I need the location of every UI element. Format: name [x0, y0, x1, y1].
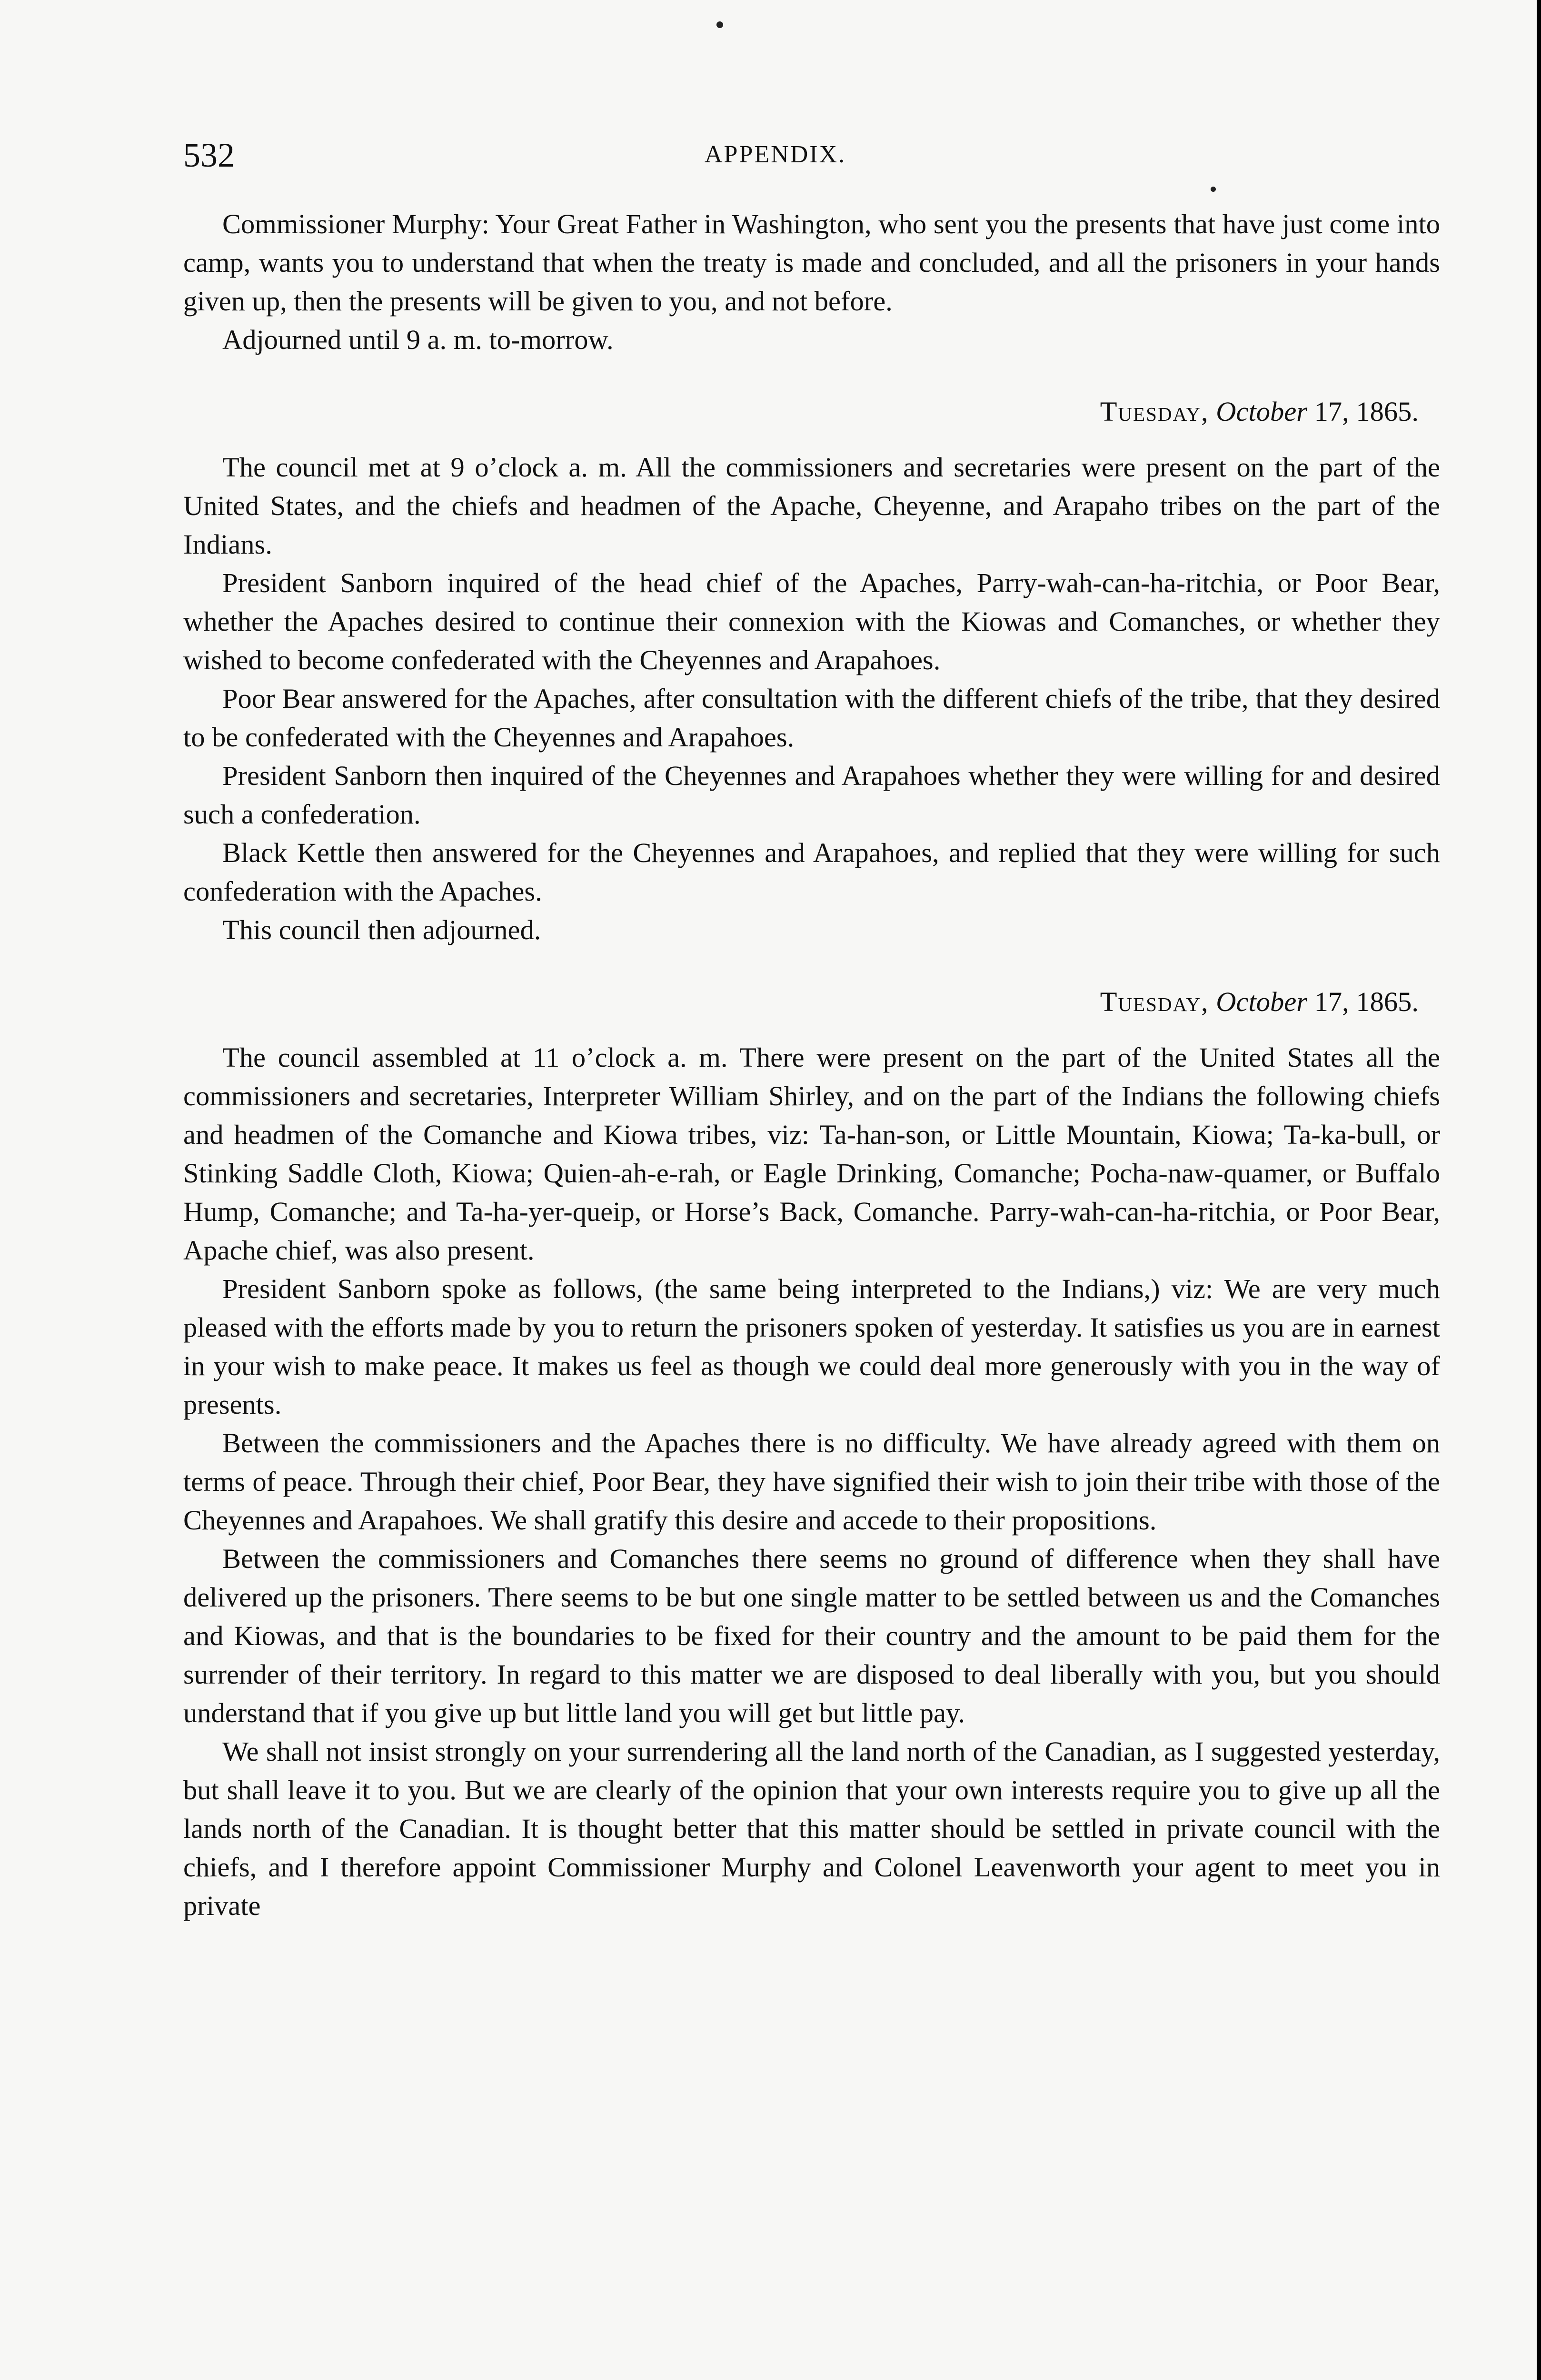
paragraph: Between the commissioners and Comanches there seems no ground of difference when they shall have delivered up the prisoners. There seems to be but one single matter to be settled between us and the Comanches and Kiowas, and that is the boundaries to be fixed for their country and the amount to be paid them for the surrender of their territory. In regard to this matter we are disposed to deal liberally with you, but you should understand that if you give up but little land you will get but little pay.	[183, 1543, 1440, 1728]
paragraph: President Sanborn spoke as follows, (the same being interpreted to the Indians,) viz: We are very much pleased with the efforts made by you to return the prisoners spoken of yesterday. It satisfies us you are in earnest in your wish to make peace. It makes us feel as though we could deal more generously with you in the way of presents.	[183, 1273, 1440, 1420]
paragraph: Poor Bear answered for the Apaches, after consultation with the different chiefs of the tribe, that they desired to be confederated with the Cheyennes and Arapahoes.	[183, 683, 1440, 753]
dateline-day: Tuesday,	[1100, 986, 1209, 1017]
paragraph: Black Kettle then answered for the Cheyennes and Arapahoes, and replied that they were willing for such confederation with the Apaches.	[183, 837, 1440, 907]
paragraph: Commissioner Murphy: Your Great Father in Washington, who sent you the presents that have just come into camp, wants you to understand that when the treaty is made and concluded, and all the prisoners in your hands given up, then the presents will be given to you, and not before.	[183, 208, 1440, 317]
dateline-month: October	[1216, 396, 1307, 427]
paragraph: Between the commissioners and the Apaches there is no difficulty. We have already agreed with them on terms of peace. Through their chief, Poor Bear, they have signified their wish to join their tribe with those of the Cheyennes and Arapahoes. We shall gratify this desire and accede to their propositions.	[183, 1428, 1440, 1536]
dateline-date: 17, 1865.	[1314, 396, 1419, 427]
page-header	[183, 136, 1444, 178]
dateline-date: 17, 1865.	[1314, 986, 1419, 1017]
dateline-day: Tuesday,	[1100, 396, 1209, 427]
paragraph: The council met at 9 o’clock a. m. All the commissioners and secretaries were present on the part of the United States, and the chiefs and headmen of the Apache, Cheyenne, and Arapaho tribes on the part of the Indians.	[183, 452, 1440, 560]
paragraph: Adjourned until 9 a. m. to-morrow.	[222, 324, 614, 355]
paragraph: This council then adjourned.	[222, 914, 541, 945]
running-head: APPENDIX.	[705, 141, 846, 168]
paragraph: President Sanborn then inquired of the Cheyennes and Arapahoes whether they were willing for and desired such a confederation.	[183, 760, 1440, 830]
body-text	[183, 205, 1440, 1925]
dateline-month: October	[1216, 986, 1307, 1017]
page-number: 532	[183, 136, 235, 174]
dateline	[183, 392, 1440, 431]
paragraph: The council assembled at 11 o’clock a. m. There were present on the part of the United States all the commissioners and secretaries, Interpreter William Shirley, and on the part of the Indians the following chiefs and headmen of the Comanche and Kiowa tribes, viz: Ta-han-son, or Little Mountain, Kiowa; Ta-ka-bull, or Stinking Saddle Cloth, Kiowa; Quien-ah-e-rah, or Eagle Drinking, Comanche; Pocha-naw-quamer, or Buffalo Hump, Comanche; and Ta-ha-yer-queip, or Horse’s Back, Comanche. Parry-wah-can-ha-ritchia, or Poor Bear, Apache chief, was also present.	[183, 1042, 1440, 1266]
paragraph: President Sanborn inquired of the head chief of the Apaches, Parry-wah-can-ha-ritchia, or Poor Bear, whether the Apaches desired to continue their connexion with the Kiowas and Comanches, or whether they wished to become confederated with the Cheyennes and Arapahoes.	[183, 567, 1440, 675]
print-speck	[716, 21, 723, 28]
print-speck	[1211, 187, 1216, 192]
paragraph: We shall not insist strongly on your surrendering all the land north of the Canadian, as I suggested yesterday, but shall leave it to you. But we are clearly of the opinion that your own interests require you to give up all the lands north of the Canadian. It is thought better that this matter should be settled in private council with the chiefs, and I therefore appoint Commissioner Murphy and Colonel Leavenworth your agent to meet you in private	[183, 1736, 1440, 1921]
dateline	[183, 982, 1440, 1021]
